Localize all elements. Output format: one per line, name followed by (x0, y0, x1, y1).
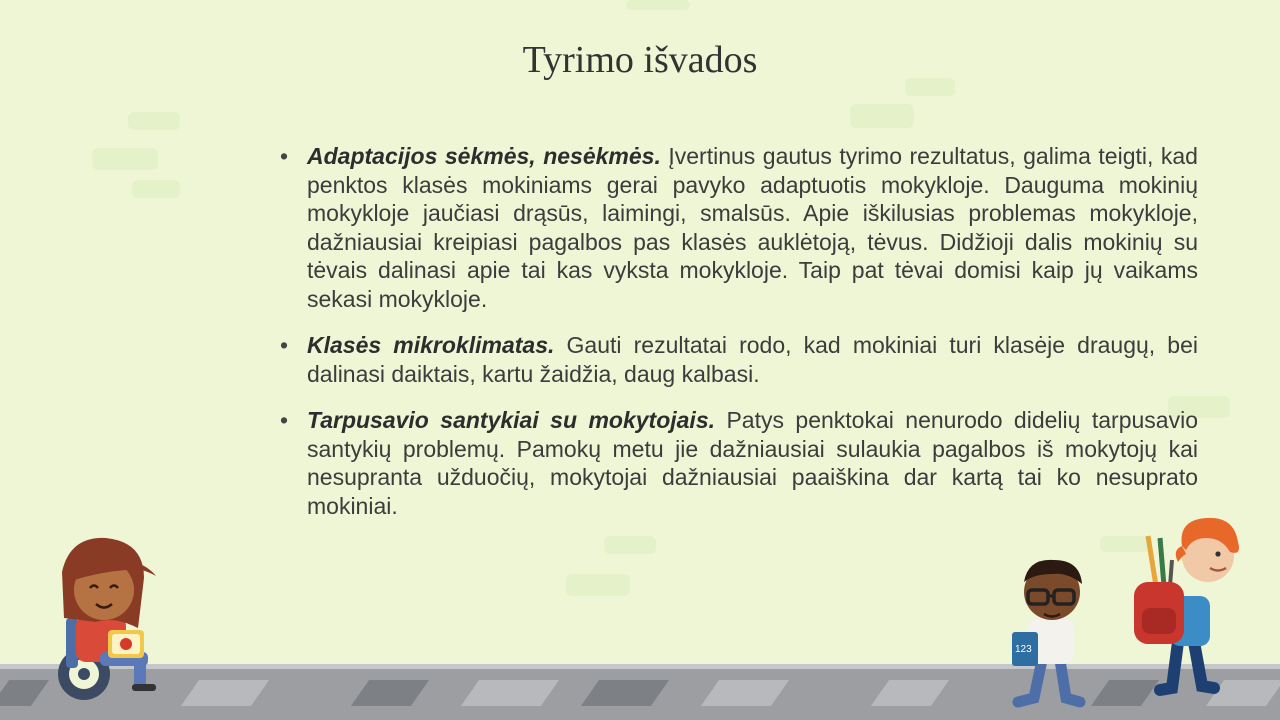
bullet-dot-icon: • (280, 407, 289, 433)
bullet-text: Patys penktokai nenurodo didelių tarpusavio santykių problemų. Pamokų metu jie dažniausiai sulaukia pagalbos iš mokytojų kai nesupranta užduočių, mokytojai dažniausiai paaiškina dar kartą tai ko nesuprato mokiniai. (307, 407, 1198, 519)
background-brick (128, 112, 180, 130)
bullet-item (280, 406, 1198, 520)
bullet-dot-icon: • (280, 332, 289, 358)
bullet-heading: Klasės mikroklimatas. (307, 332, 555, 358)
background-brick (626, 0, 690, 10)
slide-title: Tyrimo išvados (522, 39, 758, 81)
bullet-text: Įvertinus gautus tyrimo rezultatus, galima teigti, kad penktos klasės mokiniams gerai pavyko adaptuotis mokykloje. Dauguma mokinių mokykloje jaučiasi drąsūs, laimingi, smalsūs. Apie iškilusias problemas mokykloje, dažniausiai kreipiasi pagalbos pas klasės auklėtoją, tėvus. Didžioji dalis mokinių su tėvais dalinasi apie tai kas vyksta mokykloje. Taip pat tėvai domisi kaip jų vaikams sekasi mokykloje. (307, 143, 1198, 312)
bullet-dot-icon: • (280, 143, 289, 169)
pencil-icon (1148, 536, 1156, 586)
bullet-text: Gauti rezultatai rodo, kad mokiniai turi klasėje draugų, bei dalinasi daiktais, kartu žaidžia, daug kalbasi. (307, 332, 1198, 387)
background-brick (92, 148, 158, 170)
book-label: 123 (1015, 644, 1032, 655)
bullet-item (280, 331, 1198, 388)
background-brick (604, 536, 656, 554)
bullet-list (280, 142, 1198, 538)
boy-backpack-illustration (1126, 516, 1246, 700)
boy-glasses-illustration (998, 552, 1108, 712)
girl-wheelchair-illustration (40, 532, 190, 712)
background-brick (850, 104, 914, 128)
bullet-heading: Adaptacijos sėkmės, nesėkmės. (307, 143, 661, 169)
background-brick (566, 574, 630, 596)
bullet-heading: Tarpusavio santykiai su mokytojais. (307, 407, 715, 433)
background-brick (132, 180, 180, 198)
bullet-item (280, 142, 1198, 313)
